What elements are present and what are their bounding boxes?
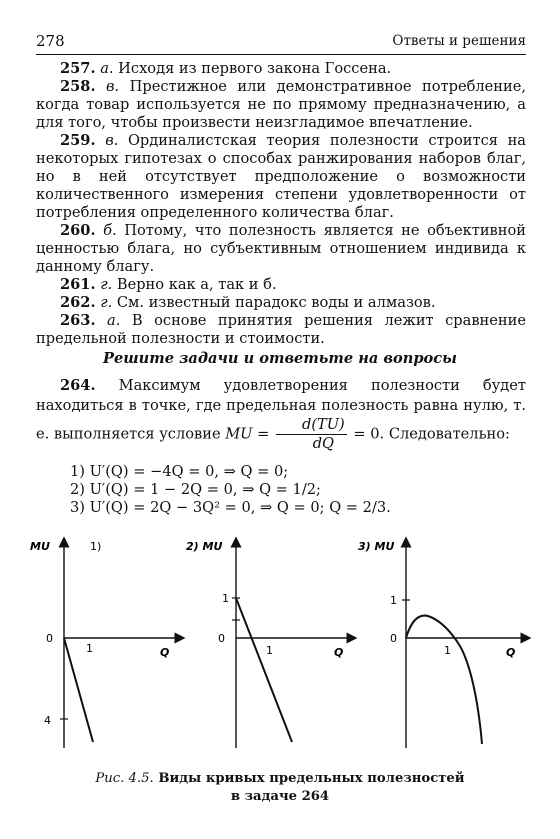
figure-caption xyxy=(0,770,560,806)
y-label-1: MU xyxy=(30,540,50,553)
panel-label-1: 1) xyxy=(90,540,102,553)
answer-262: 262. г. См. известный парадокс воды и алмазов. xyxy=(60,294,436,311)
formula-rhs: = 0. Следовательно: xyxy=(353,425,510,443)
problem-264 xyxy=(36,376,526,453)
tick-label-y4-1: 4 xyxy=(44,714,51,727)
mu-curve-3 xyxy=(406,616,482,744)
x-label-3: Q xyxy=(506,646,516,659)
graph-panel-1 xyxy=(30,540,180,748)
answer-263: 263. а. В основе принятия решения лежит сравнение предельной полезности и стоимости. xyxy=(36,312,527,347)
formula-lhs: MU = xyxy=(225,425,270,443)
answer-261: 261. г. Верно как а, так и б. xyxy=(60,276,277,293)
tick-label-y1-2: 1 xyxy=(222,592,229,605)
caption-prefix: Рис. 4.5. xyxy=(95,771,154,786)
formula-case-2: 2) U′(Q) = 1 − 2Q = 0, ⇒ Q = 1/2; xyxy=(70,481,321,498)
tick-label-y1-3: 1 xyxy=(390,594,397,607)
mu-graphs-figure xyxy=(0,530,560,770)
tick-label-x1-2: 1 xyxy=(266,644,273,657)
tick-label-0-2: 0 xyxy=(218,632,225,645)
tick-label-0-3: 0 xyxy=(390,632,397,645)
tick-label-0-1: 0 xyxy=(46,632,53,645)
problem-number: 264. xyxy=(60,377,96,394)
derivative-fraction xyxy=(276,416,347,453)
formula-case-3: 3) U′(Q) = 2Q − 3Q² = 0, ⇒ Q = 0; Q = 2/3. xyxy=(70,499,391,516)
fraction-denominator: dQ xyxy=(312,435,335,452)
graph-panel-2 xyxy=(186,540,352,748)
tick-label-x1-1: 1 xyxy=(86,642,93,655)
panel-label-3: 3) MU xyxy=(358,540,395,553)
answer-257: 257. а. Исходя из первого закона Госсена. xyxy=(60,60,392,77)
page-header xyxy=(36,32,526,52)
answer-258: 258. в. Престижное или демонстративное потребление, когда товар используется не по прямому предназначению, а для того, чтобы произвести неизгладимое впечатление. xyxy=(36,78,527,131)
formula-case-1: 1) U′(Q) = −4Q = 0, ⇒ Q = 0; xyxy=(70,463,289,480)
answer-260: 260. б. Потому, что полезность является не объективной ценностью блага, но субъективным отношением индивида к данному благу. xyxy=(36,222,526,275)
x-label-1: Q xyxy=(160,646,170,659)
section-title: Решите задачи и ответьте на вопросы xyxy=(102,350,457,367)
answer-259: 259. в. Ординалистская теория полезности строится на некоторых гипотезах о способах ранжирования наборов благ, но в ней отсутствует предположение о возможности количественного измерения степени удовлетворенности от потребления определенного количества благ. xyxy=(36,132,527,221)
formula-cases xyxy=(70,463,391,517)
fraction-numerator: d(TU) xyxy=(276,416,347,435)
graph-panel-3 xyxy=(358,540,526,748)
tick-label-x1-3: 1 xyxy=(444,644,451,657)
page-number: 278 xyxy=(36,32,65,50)
x-label-2: Q xyxy=(334,646,344,659)
caption-line-2: в задаче 264 xyxy=(230,789,330,804)
problem-text: Максимум удовлетворения полезности будет находиться в точке, где предельная полезность равна нулю, т. е. выполняется условие xyxy=(36,377,526,443)
mu-curve-2 xyxy=(236,598,292,742)
answers-block xyxy=(36,60,526,348)
header-rule xyxy=(36,54,526,55)
panel-label-2: 2) MU xyxy=(186,540,223,553)
running-head: Ответы и решения xyxy=(392,33,526,49)
caption-line-1: Виды кривых предельных полезностей xyxy=(158,771,465,786)
